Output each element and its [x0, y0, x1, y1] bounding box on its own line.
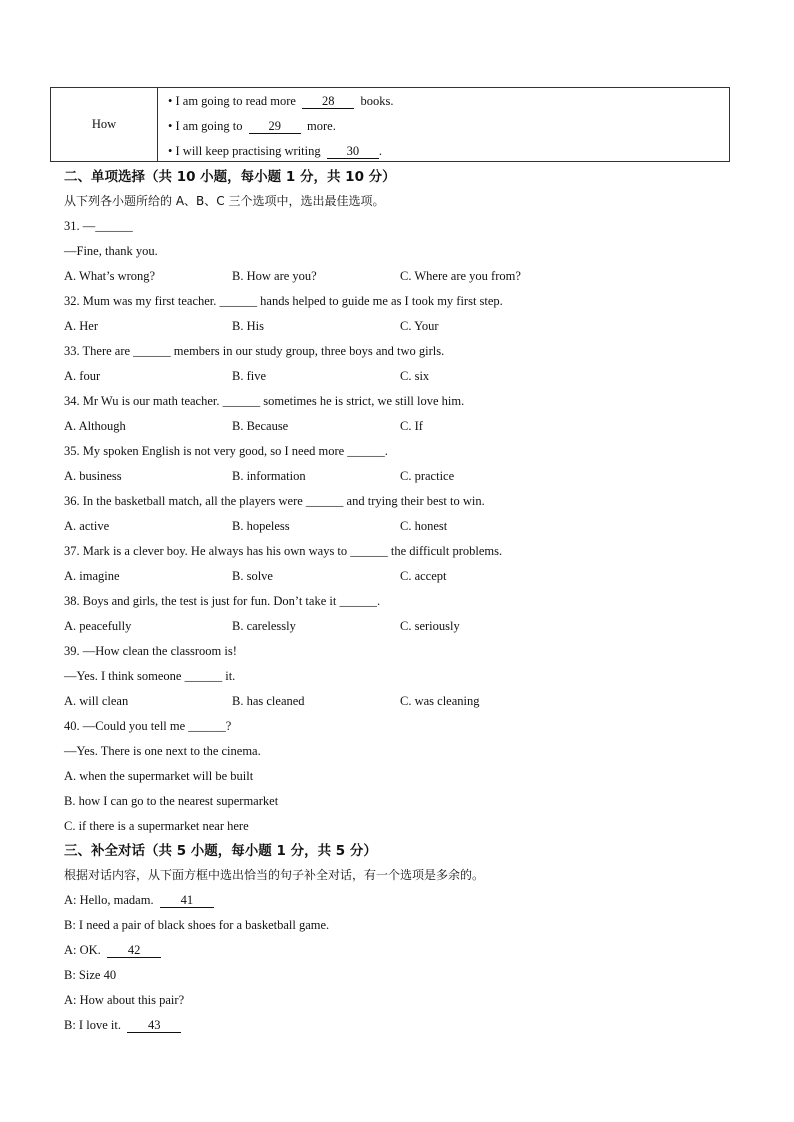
question-31-option-c[interactable]: C. Where are you from?: [400, 269, 521, 283]
question-34-stem: 34. Mr Wu is our math teacher. ______ sometimes he is strict, we still love him.: [64, 394, 465, 408]
question-40-reply: —Yes. There is one next to the cinema.: [64, 744, 261, 758]
answer-blank[interactable]: 30: [327, 145, 379, 159]
question-33-option-c[interactable]: C. six: [400, 369, 430, 383]
question-38-option-b[interactable]: B. carelessly: [232, 619, 296, 633]
question-35-option-b[interactable]: B. information: [232, 469, 306, 483]
question-39-stem: 39. —How clean the classroom is!: [64, 644, 237, 658]
answer-blank[interactable]: 29: [249, 120, 301, 134]
question-39-reply: —Yes. I think someone ______ it.: [64, 669, 236, 683]
question-31-option-b[interactable]: B. How are you?: [232, 269, 317, 283]
question-39-option-a[interactable]: A. will clean: [64, 694, 129, 708]
question-39-option-b[interactable]: B. has cleaned: [232, 694, 305, 708]
question-33-stem: 33. There are ______ members in our study group, three boys and two girls.: [64, 344, 445, 358]
question-32-option-a[interactable]: A. Her: [64, 319, 99, 333]
question-37-option-b[interactable]: B. solve: [232, 569, 273, 583]
question-35-stem: 35. My spoken English is not very good, so I need more ______.: [64, 444, 388, 458]
how-table: [50, 87, 730, 162]
question-32-option-c[interactable]: C. Your: [400, 319, 439, 333]
answer-blank[interactable]: 42: [107, 944, 161, 958]
dialogue-line: B: I love it. 43: [64, 1017, 181, 1033]
dialogue-line: B: I need a pair of black shoes for a basketball game.: [64, 918, 330, 932]
section3-title: 三、补全对话（共 5 小题，每小题 1 分，共 5 分）: [64, 843, 377, 859]
dialogue-line: A: OK. 42: [64, 942, 161, 958]
question-31-reply: —Fine, thank you.: [64, 244, 158, 258]
question-32-stem: 32. Mum was my first teacher. ______ hands helped to guide me as I took my first step.: [64, 294, 503, 308]
question-37-stem: 37. Mark is a clever boy. He always has his own ways to ______ the difficult problems.: [64, 544, 503, 558]
question-36-option-c[interactable]: C. honest: [400, 519, 448, 533]
answer-blank[interactable]: 28: [302, 95, 354, 109]
question-33-option-a[interactable]: A. four: [64, 369, 101, 383]
question-40-option-c[interactable]: C. if there is a supermarket near here: [64, 819, 249, 833]
question-40-option-a[interactable]: A. when the supermarket will be built: [64, 769, 254, 783]
answer-blank[interactable]: 43: [127, 1019, 181, 1033]
question-36-option-a[interactable]: A. active: [64, 519, 110, 533]
question-38-option-c[interactable]: C. seriously: [400, 619, 460, 633]
question-40-option-b[interactable]: B. how I can go to the nearest supermarket: [64, 794, 279, 808]
question-37-option-a[interactable]: A. imagine: [64, 569, 120, 583]
dialogue-line: A: Hello, madam. 41: [64, 892, 214, 908]
question-38-option-a[interactable]: A. peacefully: [64, 619, 132, 633]
question-37-option-c[interactable]: C. accept: [400, 569, 447, 583]
question-31-stem: 31. —______: [64, 219, 133, 233]
table-row: • I am going to 29 more.: [168, 119, 336, 133]
question-38-stem: 38. Boys and girls, the test is just for fun. Don’t take it ______.: [64, 594, 381, 608]
table-label-cell: [51, 88, 158, 161]
question-32-option-b[interactable]: B. His: [232, 319, 264, 333]
dialogue-line: B: Size 40: [64, 968, 117, 982]
question-31-option-a[interactable]: A. What’s wrong?: [64, 269, 156, 283]
question-35-option-c[interactable]: C. practice: [400, 469, 455, 483]
section2-title: 二、单项选择（共 10 小题，每小题 1 分，共 10 分）: [64, 169, 396, 185]
question-40-stem: 40. —Could you tell me ______?: [64, 719, 232, 733]
question-34-option-b[interactable]: B. Because: [232, 419, 289, 433]
dialogue-line: A: How about this pair?: [64, 993, 185, 1007]
table-row: • I am going to read more 28 books.: [168, 94, 394, 108]
question-36-stem: 36. In the basketball match, all the players were ______ and trying their best to win.: [64, 494, 485, 508]
question-35-option-a[interactable]: A. business: [64, 469, 122, 483]
table-items-cell: [158, 88, 729, 161]
section2-instruction: 从下列各小题所给的 A、B、C 三个选项中，选出最佳选项。: [64, 194, 385, 208]
table-row: • I will keep practising writing 30 .: [168, 144, 382, 158]
section3-instruction: 根据对话内容，从下面方框中选出恰当的句子补全对话，有一个选项是多余的。: [64, 868, 485, 882]
answer-blank[interactable]: 41: [160, 894, 214, 908]
question-39-option-c[interactable]: C. was cleaning: [400, 694, 480, 708]
question-34-option-c[interactable]: C. If: [400, 419, 423, 433]
question-33-option-b[interactable]: B. five: [232, 369, 267, 383]
question-36-option-b[interactable]: B. hopeless: [232, 519, 290, 533]
question-34-option-a[interactable]: A. Although: [64, 419, 126, 433]
table-label: How: [91, 117, 117, 131]
